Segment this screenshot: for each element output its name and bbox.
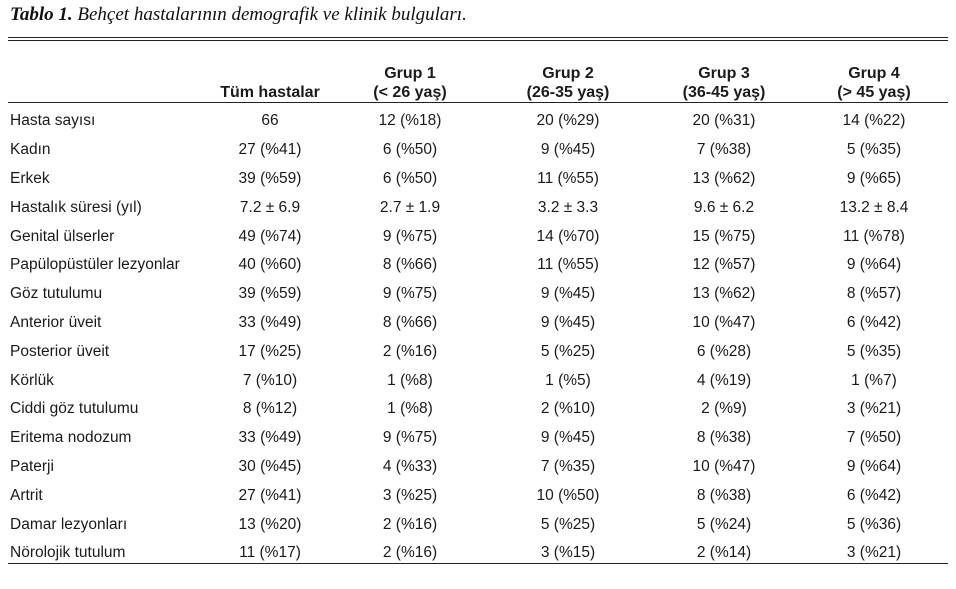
table-cell: 13 (%62) [692,285,756,303]
caption-label: Tablo 1. [10,4,73,25]
table-cell: 5 (%35) [846,342,902,360]
table-cell: 10 (%50) [536,486,600,504]
table-row [8,136,948,165]
row-label: Ciddi göz tutulumu [10,400,139,418]
header-cell: Grup 1 (< 26 yaş) [373,65,447,101]
row-label: Damar lezyonları [10,515,128,533]
header-cell: Grup 4 (> 45 yaş) [837,65,911,101]
table-cell: 13 (%62) [692,169,756,187]
table-cell: 49 (%74) [238,227,302,245]
table-cell: 39 (%59) [238,169,302,187]
table-cell: 7 (%10) [242,371,298,389]
table-cell: 4 (%33) [382,457,438,475]
table-cell: 11 (%17) [239,544,301,562]
table-cell: 1 (%7) [851,371,897,389]
table-row [8,539,948,568]
table-cell: 8 (%38) [696,486,752,504]
row-label: Papülopüstüler lezyonlar [10,256,180,274]
table-cell: 2 (%16) [382,342,438,360]
table-cell: 11 (%55) [537,169,599,187]
table-cell: 2 (%9) [701,400,747,418]
table-row [8,424,948,453]
table-cell: 9 (%75) [382,285,438,303]
caption-text: Behçet hastalarının demografik ve klinik bulguları. [77,4,467,25]
table-cell: 5 (%36) [846,515,902,533]
table-cell: 6 (%50) [382,169,438,187]
table-cell: 9 (%64) [846,457,902,475]
table-cell: 7 (%38) [696,141,752,159]
table-cell: 30 (%45) [238,457,302,475]
table-row [8,366,948,395]
table-cell: 9 (%45) [540,141,596,159]
table-cell: 3 (%25) [382,486,438,504]
header-cell: Tüm hastalar [220,84,320,101]
table-row [8,107,948,136]
table-row [8,251,948,280]
table-cell: 10 (%47) [692,457,756,475]
table-cell: 9 (%75) [382,227,438,245]
table-cell: 9 (%45) [540,429,596,447]
table-cell: 6 (%28) [696,342,752,360]
table-cell: 13.2 ± 8.4 [839,198,909,216]
table-cell: 66 [261,112,279,130]
table-cell: 12 (%18) [378,112,442,130]
table-cell: 33 (%49) [238,313,302,331]
header-row [8,42,948,107]
table-cell: 8 (%66) [382,256,438,274]
table-cell: 11 (%55) [537,256,599,274]
table-cell: 27 (%41) [238,486,302,504]
table-cell: 2.7 ± 1.9 [379,198,441,216]
table-row [8,222,948,251]
demographics-table [8,42,948,568]
table-cell: 9 (%64) [846,256,902,274]
table-cell: 27 (%41) [238,141,302,159]
table-cell: 1 (%5) [545,371,591,389]
row-label: Körlük [10,371,54,389]
table-cell: 8 (%57) [846,285,902,303]
table-row [8,337,948,366]
table-cell: 2 (%14) [696,544,752,562]
table-cell: 5 (%25) [540,515,596,533]
table-row [8,481,948,510]
table-row [8,280,948,309]
table-cell: 3.2 ± 3.3 [537,198,599,216]
table-row [8,193,948,222]
table-cell: 3 (%21) [846,544,902,562]
table-body [8,107,948,568]
table-cell: 20 (%31) [692,112,756,130]
table-cell: 8 (%38) [696,429,752,447]
table-cell: 2 (%16) [382,515,438,533]
top-rule-double [8,40,948,41]
table-cell: 9 (%45) [540,285,596,303]
table-row [8,395,948,424]
table-cell: 3 (%15) [540,544,596,562]
header-cell: Grup 2 (26-35 yaş) [526,65,610,101]
table-cell: 5 (%35) [846,141,902,159]
table-cell: 2 (%10) [540,400,596,418]
row-label: Posterior üveit [10,342,110,360]
table-cell: 6 (%50) [382,141,438,159]
table-cell: 9 (%65) [846,169,902,187]
row-label: Hastalık süresi (yıl) [10,198,142,216]
table-cell: 5 (%25) [540,342,596,360]
table-cell: 13 (%20) [238,515,302,533]
table-cell: 9.6 ± 6.2 [693,198,755,216]
table-cell: 14 (%22) [842,112,906,130]
table-cell: 6 (%42) [846,313,902,331]
table-cell: 7 (%50) [846,429,902,447]
row-label: Hasta sayısı [10,112,96,130]
table-caption [10,4,467,26]
table-row [8,309,948,338]
table-cell: 15 (%75) [692,227,756,245]
table-row [8,510,948,539]
table-cell: 9 (%45) [540,313,596,331]
table-cell: 11 (%78) [843,227,905,245]
row-label: Artrit [10,486,43,504]
row-label: Erkek [10,169,50,187]
row-label: Anterior üveit [10,313,102,331]
header-blank [8,42,208,107]
table-cell: 4 (%19) [696,371,752,389]
row-label: Genital ülserler [10,227,115,245]
table-cell: 12 (%57) [692,256,756,274]
top-rule [8,37,948,38]
table-cell: 8 (%12) [242,400,298,418]
table-cell: 5 (%24) [696,515,752,533]
table-cell: 7.2 ± 6.9 [239,198,301,216]
row-label: Göz tutulumu [10,285,103,303]
table-cell: 3 (%21) [846,400,902,418]
table-row [8,165,948,194]
table-cell: 40 (%60) [238,256,302,274]
row-label: Kadın [10,141,51,159]
row-label: Nörolojik tutulum [10,544,126,562]
table-cell: 20 (%29) [536,112,600,130]
table-cell: 14 (%70) [536,227,600,245]
table-cell: 39 (%59) [238,285,302,303]
table-cell: 1 (%8) [387,400,433,418]
header-cell: Grup 3 (36-45 yaş) [682,65,766,101]
table-cell: 8 (%66) [382,313,438,331]
row-label: Eritema nodozum [10,429,132,447]
table-cell: 33 (%49) [238,429,302,447]
table-cell: 17 (%25) [238,342,302,360]
row-label: Paterji [10,457,54,475]
table-cell: 10 (%47) [692,313,756,331]
table-row [8,453,948,482]
table-cell: 7 (%35) [540,457,596,475]
table-cell: 2 (%16) [382,544,438,562]
table-cell: 9 (%75) [382,429,438,447]
table-cell: 1 (%8) [387,371,433,389]
table-cell: 6 (%42) [846,486,902,504]
